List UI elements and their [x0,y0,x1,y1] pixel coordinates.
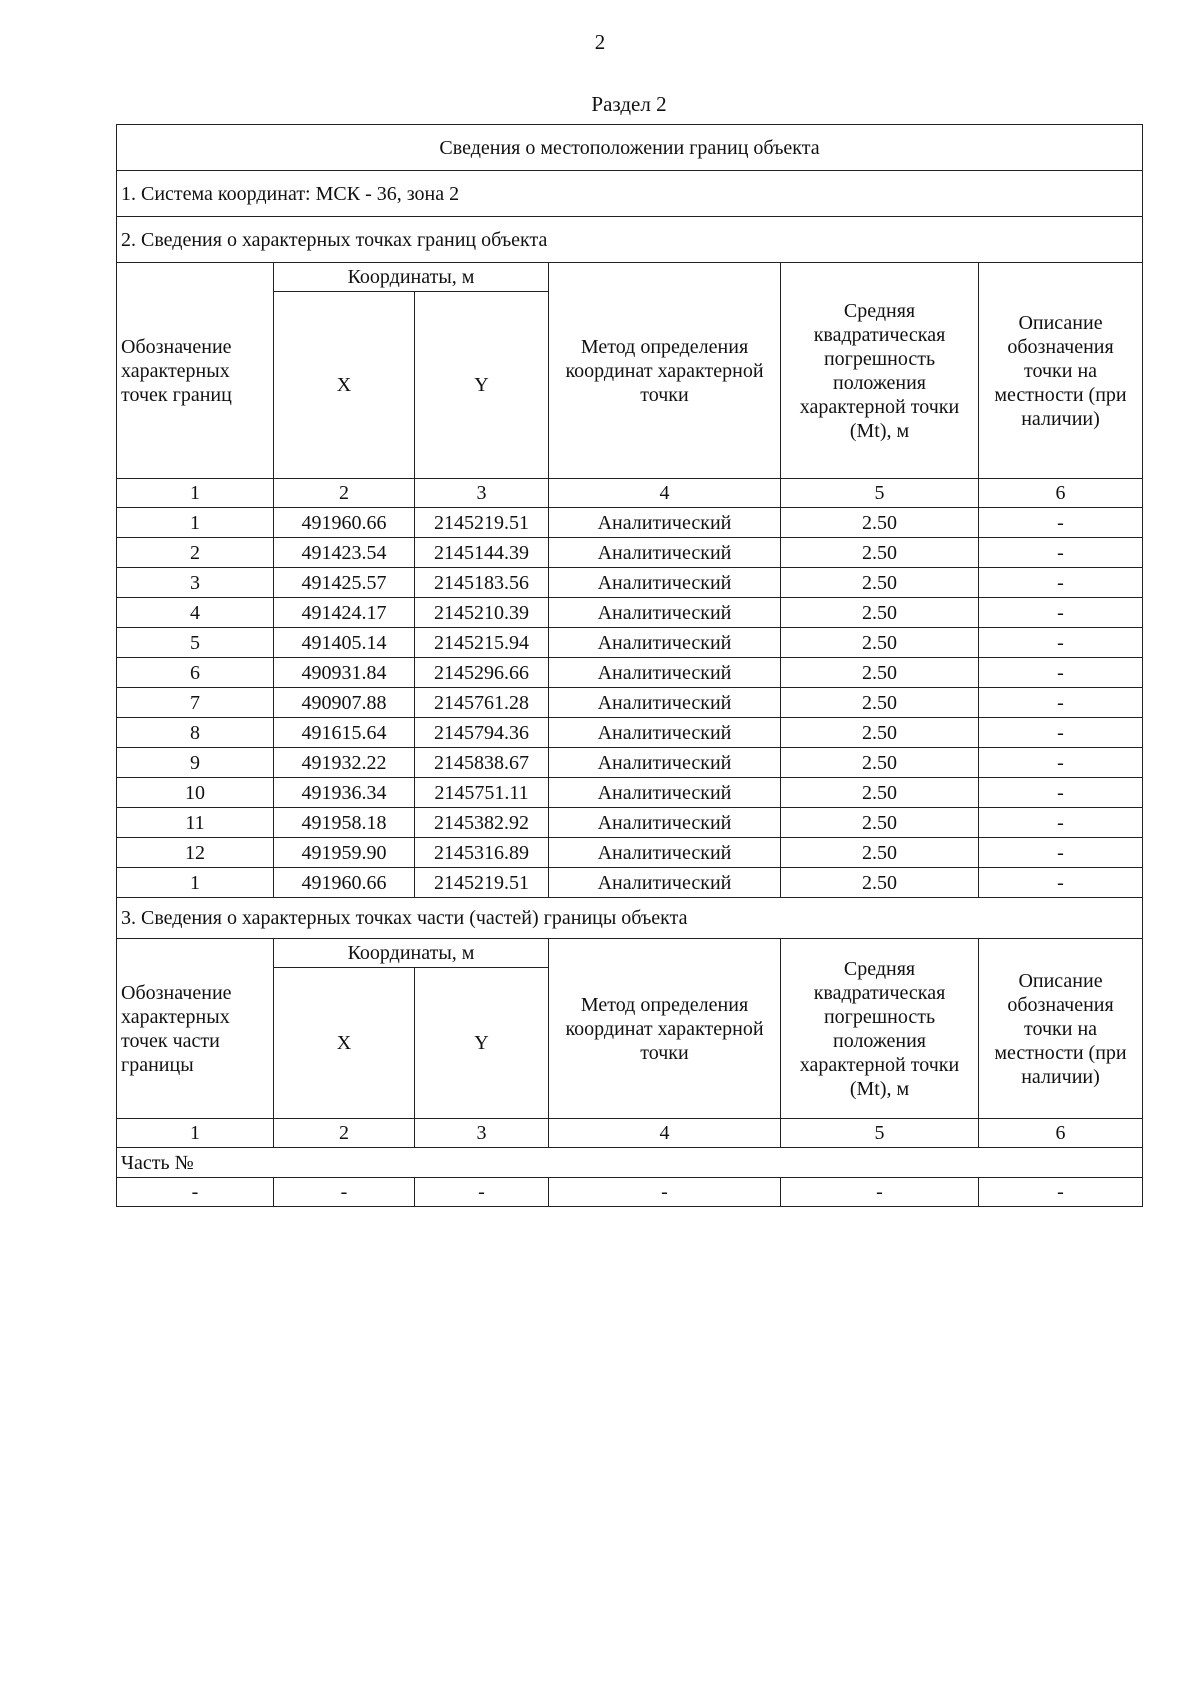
header-method-part: Метод определения координат характерной точки [549,939,781,1119]
column-number: 4 [549,1119,781,1148]
table-row [117,868,1143,898]
coordinate-system: 1. Система координат: МСК - 36, зона 2 [117,171,1143,217]
table-row [117,658,1143,688]
table-row [117,778,1143,808]
point-description: - [979,538,1143,568]
table-row [117,808,1143,838]
point-method: Аналитический [549,868,781,898]
point-number: 8 [117,718,274,748]
point-x: 490931.84 [274,658,415,688]
point-number: 11 [117,808,274,838]
point-description: - [979,808,1143,838]
point-y: 2145838.67 [415,748,549,778]
table-row [117,688,1143,718]
part-cell: - [415,1178,549,1207]
header-error: Средняя квадратическая погрешность положения характерной точки (Mt), м [781,263,979,479]
header-x: X [274,292,415,479]
header-coords-part: Координаты, м [274,939,549,968]
column-number: 2 [274,479,415,508]
point-method: Аналитический [549,808,781,838]
column-number: 5 [781,1119,979,1148]
part-cell: - [781,1178,979,1207]
header-y: Y [415,292,549,479]
column-number: 2 [274,1119,415,1148]
point-description: - [979,508,1143,538]
point-method: Аналитический [549,748,781,778]
section-title: Раздел 2 [591,92,667,116]
point-description: - [979,568,1143,598]
boundary-table [116,124,1143,1207]
header-error-part: Средняя квадратическая погрешность положения характерной точки (Mt), м [781,939,979,1119]
point-x: 491405.14 [274,628,415,658]
point-method: Аналитический [549,658,781,688]
point-description: - [979,838,1143,868]
part-label: Часть № [117,1148,1143,1178]
point-mt: 2.50 [781,688,979,718]
point-number: 6 [117,658,274,688]
column-number: 6 [979,479,1143,508]
point-mt: 2.50 [781,808,979,838]
point-method: Аналитический [549,568,781,598]
point-mt: 2.50 [781,658,979,688]
point-mt: 2.50 [781,778,979,808]
column-numbers-row [117,479,1143,508]
point-number: 1 [117,868,274,898]
part-cell: - [549,1178,781,1207]
part-row [117,1178,1143,1207]
point-x: 491932.22 [274,748,415,778]
column-number: 3 [415,479,549,508]
point-x: 491423.54 [274,538,415,568]
point-x: 491959.90 [274,838,415,868]
point-y: 2145219.51 [415,868,549,898]
point-description: - [979,748,1143,778]
point-description: - [979,658,1143,688]
part-cell: - [117,1178,274,1207]
column-number: 6 [979,1119,1143,1148]
point-description: - [979,688,1143,718]
column-number: 5 [781,479,979,508]
column-numbers-row-part [117,1119,1143,1148]
point-method: Аналитический [549,508,781,538]
header-x-part: X [274,968,415,1119]
point-x: 491425.57 [274,568,415,598]
column-number: 1 [117,479,274,508]
point-mt: 2.50 [781,628,979,658]
point-number: 5 [117,628,274,658]
point-mt: 2.50 [781,538,979,568]
header-method: Метод определения координат характерной точки [549,263,781,479]
header-description-part: Описание обозначения точки на местности (при наличии) [979,939,1143,1119]
table-row [117,598,1143,628]
point-method: Аналитический [549,838,781,868]
point-number: 4 [117,598,274,628]
point-number: 12 [117,838,274,868]
point-mt: 2.50 [781,718,979,748]
point-y: 2145382.92 [415,808,549,838]
point-description: - [979,628,1143,658]
column-number: 3 [415,1119,549,1148]
table-row [117,748,1143,778]
point-method: Аналитический [549,598,781,628]
point-y: 2145144.39 [415,538,549,568]
table-row [117,568,1143,598]
table-row [117,838,1143,868]
header-designation-part: Обозначение характерных точек части границы [117,939,274,1119]
point-number: 2 [117,538,274,568]
part-section-title: 3. Сведения о характерных точках части (частей) границы объекта [117,898,1143,939]
point-x: 491960.66 [274,868,415,898]
point-description: - [979,718,1143,748]
point-mt: 2.50 [781,568,979,598]
point-number: 9 [117,748,274,778]
table-row [117,628,1143,658]
point-x: 491936.34 [274,778,415,808]
point-y: 2145761.28 [415,688,549,718]
point-description: - [979,868,1143,898]
point-description: - [979,778,1143,808]
header-designation: Обозначение характерных точек границ [117,263,274,479]
point-method: Аналитический [549,778,781,808]
point-x: 491960.66 [274,508,415,538]
points-section-title: 2. Сведения о характерных точках границ объекта [117,217,1143,263]
point-mt: 2.50 [781,598,979,628]
part-cell: - [979,1178,1143,1207]
point-y: 2145316.89 [415,838,549,868]
table-row [117,508,1143,538]
point-mt: 2.50 [781,838,979,868]
point-x: 491615.64 [274,718,415,748]
point-x: 490907.88 [274,688,415,718]
point-y: 2145219.51 [415,508,549,538]
point-y: 2145751.11 [415,778,549,808]
point-method: Аналитический [549,628,781,658]
point-method: Аналитический [549,688,781,718]
point-number: 10 [117,778,274,808]
header-coords: Координаты, м [274,263,549,292]
point-number: 1 [117,508,274,538]
point-mt: 2.50 [781,868,979,898]
point-number: 3 [117,568,274,598]
point-number: 7 [117,688,274,718]
table-row [117,538,1143,568]
table-title: Сведения о местоположении границ объекта [117,125,1143,171]
point-mt: 2.50 [781,508,979,538]
point-y: 2145215.94 [415,628,549,658]
point-description: - [979,598,1143,628]
header-description: Описание обозначения точки на местности (при наличии) [979,263,1143,479]
page-number: 2 [594,30,606,54]
column-number: 4 [549,479,781,508]
point-mt: 2.50 [781,748,979,778]
point-y: 2145296.66 [415,658,549,688]
part-cell: - [274,1178,415,1207]
column-number: 1 [117,1119,274,1148]
point-method: Аналитический [549,718,781,748]
point-method: Аналитический [549,538,781,568]
point-x: 491958.18 [274,808,415,838]
point-x: 491424.17 [274,598,415,628]
point-y: 2145183.56 [415,568,549,598]
point-y: 2145210.39 [415,598,549,628]
table-row [117,718,1143,748]
header-y-part: Y [415,968,549,1119]
point-y: 2145794.36 [415,718,549,748]
